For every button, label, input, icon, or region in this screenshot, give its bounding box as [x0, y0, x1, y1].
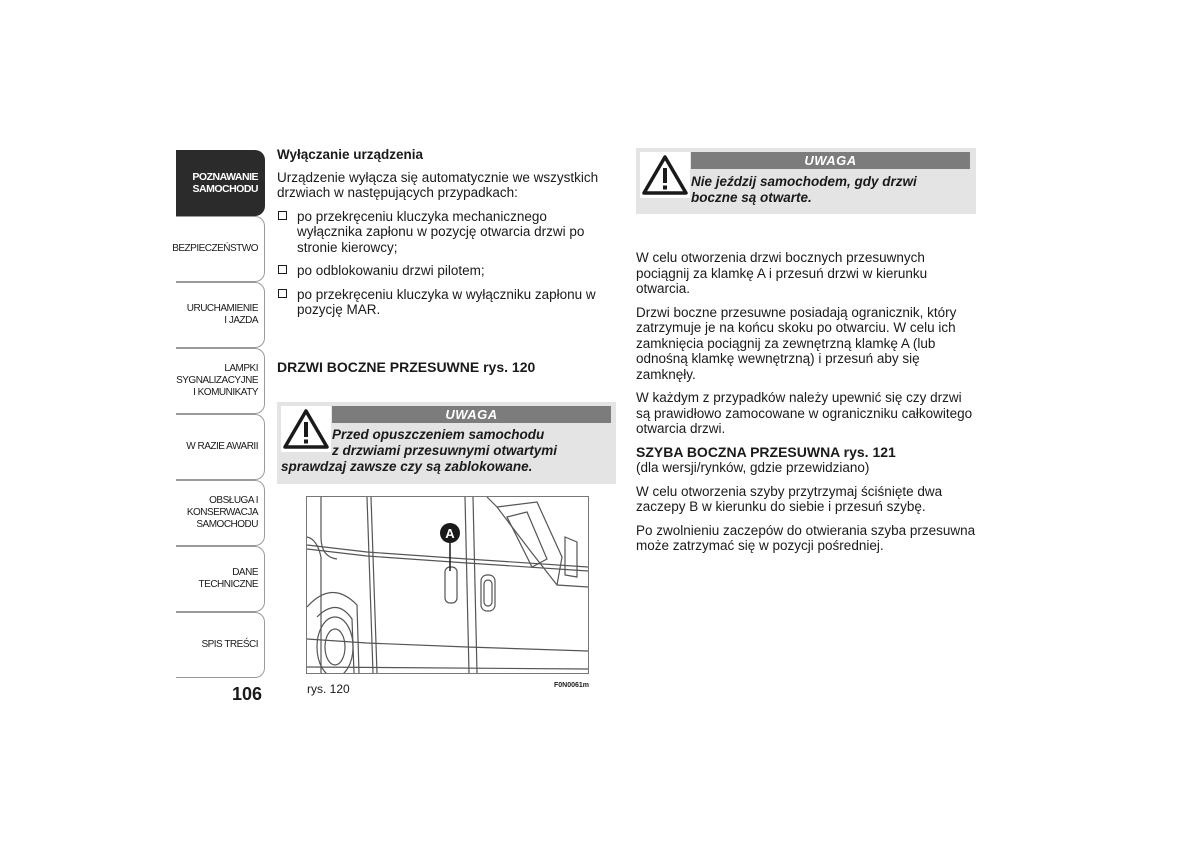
paragraph-limiter: Drzwi boczne przesuwne posiadają ogranicznik, który zatrzymuje je na końcu skoku po otwarciu. W celu ich zamknięcia pociągnij za zewnętrzną klamkę A (lub odnośną klamkę wewnętrzną) i przesuń aby się zamknęły.	[636, 304, 957, 382]
list-item-text: po przekręceniu kluczyka mechanicznego wyłącznika zapłonu w pozycję otwarcia drzwi po stronie kierowcy;	[297, 208, 585, 255]
figure-caption: rys. 120	[307, 682, 350, 696]
tab-lampki-sygnalizacyjne[interactable]	[176, 348, 265, 414]
page-number: 106	[231, 684, 262, 704]
intro-paragraph: Urządzenie wyłącza się automatycznie we wszystkich drzwiach w następujących przypadkach:	[277, 169, 599, 200]
tab-label: BEZPIECZEŃSTWO	[172, 243, 258, 254]
warning-title: UWAGA	[691, 152, 970, 169]
figure-sliding-door	[306, 496, 589, 674]
tab-label: DANE TECHNICZNE	[198, 567, 258, 590]
warning-triangle-icon	[640, 152, 690, 198]
tab-poznawanie-samochodu[interactable]	[176, 150, 265, 216]
warning-box-right	[636, 148, 976, 214]
list-item-text: po przekręceniu kluczyka w wyłączniku zapłonu w pozycję MAR.	[297, 286, 596, 317]
list-item	[277, 287, 609, 318]
warning-line-3: sprawdzaj zawsze czy są zablokowane.	[281, 459, 533, 474]
paragraph-window-open: W celu otworzenia szyby przytrzymaj ściśnięte dwa zaczepy B w kierunku do siebie i przesuń szybę.	[636, 483, 943, 514]
warning-box-left	[277, 402, 616, 484]
list-item	[277, 209, 609, 256]
paragraph-window-release: Po zwolnieniu zaczepów do otwierania szyba przesuwna może zatrzymać się w pozycji pośredniej.	[636, 522, 976, 553]
callout-label-a: A	[445, 526, 455, 541]
tab-label: SPIS TREŚCI	[201, 639, 258, 650]
list-item	[277, 263, 609, 279]
tab-label: LAMPKI SYGNALIZACYJNE I KOMUNIKATY	[176, 363, 258, 398]
tab-spis-tresci[interactable]	[176, 612, 265, 678]
left-column	[277, 147, 609, 326]
warning-line-1: Nie jeździj samochodem, gdy drzwi	[691, 174, 917, 189]
tab-obsluga-i-konserwacja[interactable]	[176, 480, 265, 546]
paragraph-check: W każdym z przypadków należy upewnić się czy drzwi są prawidłowo zamocowane w ograniczniku całkowitego otwarcia drzwi.	[636, 390, 973, 436]
section-heading-drzwi: DRZWI BOCZNE PRZESUWNE rys. 120	[277, 359, 536, 375]
paragraph-opening: W celu otworzenia drzwi bocznych przesuwnych pociągnij za klamkę A i przesuń drzwi w kierunku otwarcia.	[636, 250, 928, 296]
tab-label: URUCHAMIENIE I JAZDA	[186, 303, 258, 326]
tab-label: POZNAWANIE SAMOCHODU	[192, 171, 258, 195]
tab-label: OBSŁUGA I KONSERWACJA SAMOCHODU	[186, 495, 258, 530]
warning-line-2: z drzwiami przesuwnymi otwartymi	[332, 443, 558, 458]
warning-line-2: boczne są otwarte.	[691, 190, 812, 205]
warning-line-1: Przed opuszczeniem samochodu	[332, 427, 545, 442]
checkbox-bullet-icon	[278, 211, 287, 220]
checkbox-bullet-icon	[278, 289, 287, 298]
warning-title: UWAGA	[332, 406, 611, 423]
warning-triangle-icon	[281, 406, 331, 452]
section-heading-wylaczanie: Wyłączanie urządzenia	[277, 147, 424, 162]
checkbox-bullet-icon	[278, 265, 287, 274]
section-heading-szyba: SZYBA BOCZNA PRZESUWNA rys. 121	[636, 443, 896, 460]
tab-label: W RAZIE AWARII	[186, 441, 258, 452]
tab-w-razie-awarii[interactable]	[176, 414, 265, 480]
section-subtitle: (dla wersji/rynków, gdzie przewidziano)	[636, 460, 870, 475]
right-column	[636, 250, 976, 562]
bullet-list	[277, 209, 609, 318]
figure-code: F0N0061m	[554, 682, 590, 689]
tab-uruchamienie-i-jazda[interactable]	[176, 282, 265, 348]
list-item-text: po odblokowaniu drzwi pilotem;	[297, 263, 485, 278]
tab-bezpieczenstwo[interactable]	[172, 216, 265, 282]
tab-dane-techniczne[interactable]	[176, 546, 265, 612]
van-door-illustration	[307, 497, 588, 673]
